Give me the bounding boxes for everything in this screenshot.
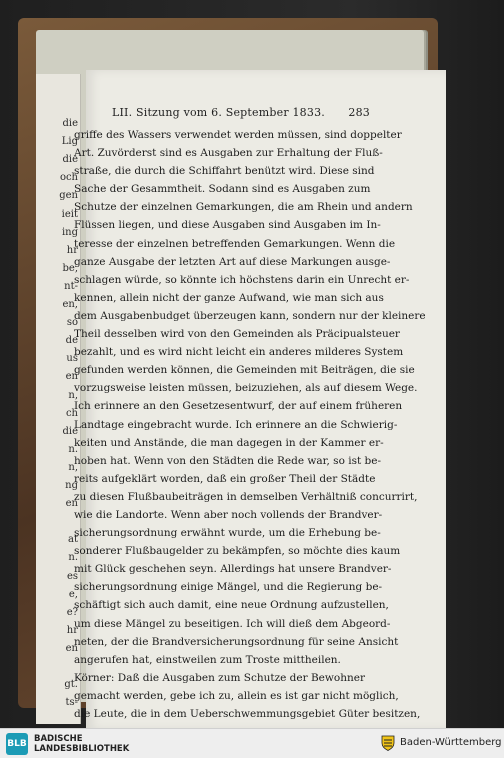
left-page-fragment: ieit bbox=[61, 208, 78, 220]
text-line: keiten und Anstände, die man dagegen in der Kammer er- bbox=[74, 436, 384, 449]
text-line: sicherungsordnung erwähnt wurde, um die Erhebung be- bbox=[74, 527, 381, 540]
state-name: Baden-Württemberg bbox=[400, 737, 502, 748]
library-name-line1: BADISCHE bbox=[34, 734, 83, 744]
text-line: angerufen hat, einstweilen zum Troste mittheilen. bbox=[74, 653, 341, 666]
text-line: Ich erinnere an den Gesetzesentwurf, der auf einem früheren bbox=[74, 400, 403, 413]
left-page-fragment: so bbox=[66, 317, 78, 329]
left-page-fragment: e? bbox=[66, 606, 78, 618]
text-line: gefunden werden können, die Gemeinden mit Beiträgen, die sie bbox=[74, 364, 415, 377]
text-line: die Leute, die in dem Ueberschwemmungsgebiet Güter besitzen, bbox=[74, 708, 421, 720]
left-page-fragment: n, bbox=[68, 389, 78, 401]
left-page-fragment: hr bbox=[66, 244, 78, 256]
text-line: Sache der Gesammtheit. Sodann sind es Ausgaben zum bbox=[74, 183, 371, 196]
left-page-fragment: n. bbox=[68, 443, 78, 455]
library-name-line2: LANDESBIBLIOTHEK bbox=[34, 744, 130, 754]
left-page-fragment: n. bbox=[68, 552, 78, 564]
left-page-fragment: ng bbox=[65, 480, 78, 491]
text-line: Flüssen liegen, und diese Ausgaben sind Ausgaben im In- bbox=[74, 219, 381, 232]
left-page-fragment: die bbox=[62, 154, 78, 166]
text-line: reits aufgeklärt worden, daß ein großer Theil der Städte bbox=[74, 472, 376, 485]
left-page-fragment: e, bbox=[68, 588, 78, 600]
text-line: Theil desselben wird von den Gemeinden als Präcipualsteuer bbox=[74, 328, 400, 341]
left-page-fragment: ts- bbox=[65, 697, 78, 709]
left-page-fragment: at bbox=[68, 534, 78, 546]
text-line: schlagen würde, so könnte ich höchstens darin ein Unrecht er- bbox=[74, 273, 410, 286]
left-page-fragment: nt- bbox=[64, 280, 78, 292]
text-line: Art. Zuvörderst sind es Ausgaben zur Erhaltung der Fluß- bbox=[74, 147, 383, 160]
left-page-fragment: us bbox=[66, 353, 78, 365]
left-page-fragment: de bbox=[65, 335, 78, 347]
text-line: schäftigt sich auch damit, eine neue Ordnung aufzustellen, bbox=[74, 599, 389, 612]
left-page-fragment: gt. bbox=[64, 679, 78, 691]
text-line: sicherungsordnung einige Mängel, und die Regierung be- bbox=[74, 581, 383, 594]
left-page-fragment: n, bbox=[68, 461, 78, 473]
text-line: kennen, allein nicht der ganze Aufwand, wie man sich aus bbox=[74, 291, 384, 304]
left-page-fragment: en, bbox=[62, 299, 78, 310]
left-page-fragment: en bbox=[65, 371, 78, 383]
text-line: straße, die durch die Schiffahrt benützt wird. Diese sind bbox=[74, 165, 375, 178]
left-page-fragment: die bbox=[62, 425, 78, 437]
left-page-fragment: be, bbox=[62, 262, 78, 274]
left-page-fragment: en bbox=[65, 642, 78, 654]
body-text bbox=[74, 126, 426, 723]
left-page-fragment: es bbox=[66, 570, 78, 582]
left-page-fragment: hr bbox=[66, 624, 78, 636]
coat-of-arms-icon bbox=[381, 735, 395, 751]
footer-bar bbox=[0, 728, 504, 758]
page-number: 283 bbox=[348, 106, 370, 119]
text-line: sonderer Flußbaugelder zu bekämpfen, so möchte dies kaum bbox=[74, 545, 401, 558]
text-line: gemacht werden, gebe ich zu, allein es ist gar nicht möglich, bbox=[74, 689, 399, 702]
text-line: zu diesen Flußbaubeiträgen in demselben Verhältniß concurrirt, bbox=[74, 490, 418, 503]
library-name bbox=[34, 734, 129, 754]
text-line: wie die Landorte. Wenn aber noch vollends der Brandver- bbox=[74, 508, 383, 521]
text-line: Landtage eingebracht wurde. Ich erinnere an die Schwierig- bbox=[74, 418, 398, 431]
left-page-fragment: die bbox=[62, 118, 78, 129]
text-line: Körner: Daß die Ausgaben zum Schutze der Bewohner bbox=[74, 671, 365, 684]
running-head bbox=[74, 106, 370, 122]
text-line: dem Ausgabenbudget überzeugen kann, sondern nur der kleinere bbox=[74, 309, 426, 322]
text-line: um diese Mängel zu beseitigen. Ich will dieß dem Abgeord- bbox=[74, 617, 391, 630]
left-page-fragment: ch bbox=[65, 407, 78, 419]
text-line: bezahlt, und es wird nicht leicht ein anderes milderes System bbox=[74, 346, 404, 359]
text-line: Schutze der einzelnen Gemarkungen, die am Rhein und andern bbox=[74, 201, 413, 214]
left-page-fragment: gen bbox=[59, 190, 78, 202]
text-line: teresse der einzelnen betreffenden Gemarkungen. Wenn die bbox=[74, 237, 396, 250]
text-line: vorzugsweise leisten müssen, beizuziehen, als auf diesem Wege. bbox=[74, 382, 418, 395]
text-line: neten, der die Brandversicherungsordnung für seine Ansicht bbox=[74, 635, 399, 648]
session-title: LII. Sitzung vom 6. September 1833. bbox=[112, 106, 325, 119]
left-page-fragment: en bbox=[65, 498, 78, 510]
left-page-fragment: Lig bbox=[61, 136, 78, 148]
left-page-fragment: ing bbox=[61, 226, 78, 238]
blb-logo-icon: BLB bbox=[6, 733, 28, 755]
text-line: mit Glück geschehen seyn. Allerdings hat unsere Brandver- bbox=[74, 563, 392, 576]
text-line: griffe des Wassers verwendet werden müssen, sind doppelter bbox=[74, 129, 402, 141]
text-line: ganze Ausgabe der letzten Art auf diese Markungen ausge- bbox=[74, 255, 391, 268]
text-line: hoben hat. Wenn von den Städten die Rede war, so ist be- bbox=[74, 454, 382, 467]
left-page-fragment: och bbox=[59, 172, 78, 184]
